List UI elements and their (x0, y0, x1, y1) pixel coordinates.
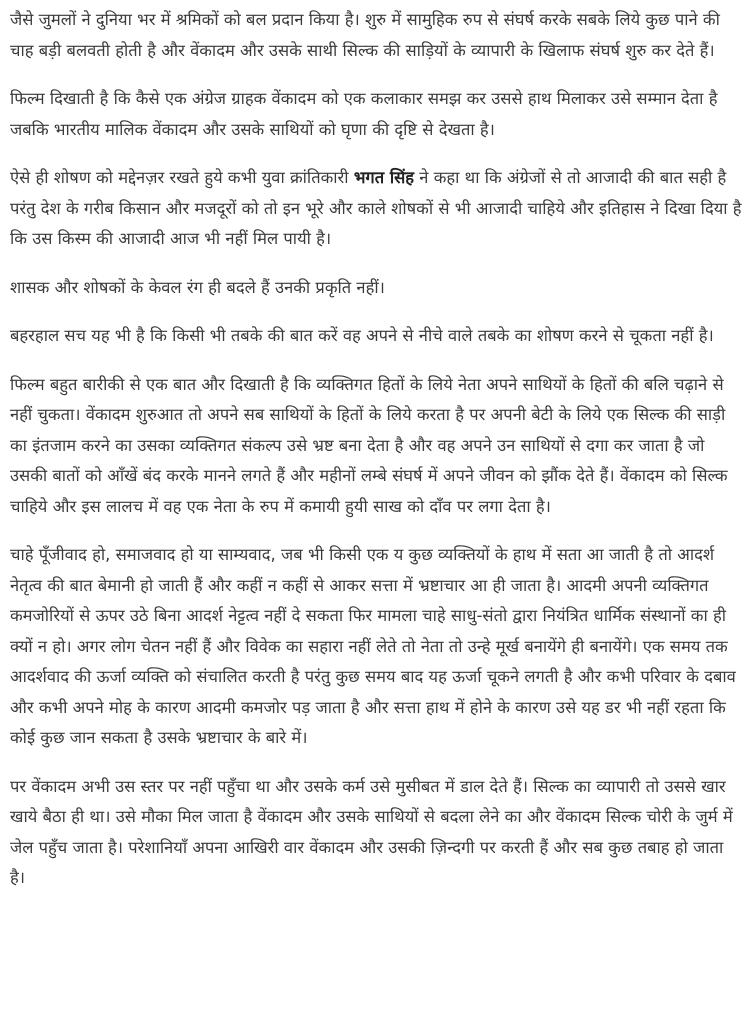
article-paragraph (10, 772, 743, 894)
paragraph-text: पर वेंकादम अभी उस स्तर पर नहीं पहुँचा था और उसके कर्म उसे मुसीबत में डाल देते हैं। सिल्क का व्यापारी तो उससे खार खाये बैठा ही था। उसे मौका मिल जाता है वेंकादम और उसके साथियों से बदला लेने का और वेंकादम सिल्क चोरी के जुर्म में जेल पहुँच जाता है। परेशानियाँ अपना आखिरी वार वेंकादम और उसकी ज़िन्दगी पर करती हैं और सब कुछ तबाह हो जाता है। (10, 776, 733, 887)
article-body (10, 5, 743, 912)
article-paragraph (10, 84, 743, 145)
paragraph-text: शासक और शोषकों के केवल रंग ही बदले हैं उनकी प्रकृति नहीं। (10, 277, 385, 297)
article-paragraph (10, 163, 743, 255)
article-paragraph (10, 321, 743, 352)
paragraph-text: बहरहाल सच यह भी है कि किसी भी तबके की बात करें वह अपने से नीचे वाले तबके का शोषण करने से चूकता नहीं है। (10, 326, 714, 345)
article-paragraph (10, 540, 743, 754)
bold-name-text: भगत सिंह (353, 168, 415, 187)
paragraph-text: फिल्म बहुत बारीकी से एक बात और दिखाती है कि व्यक्तिगत हितों के लिये नेता अपने साथियों के हितों की बलि चढ़ाने से नहीं चुकता। वेंकादम शुरुआत तो अपने सब साथियों के हितों के लिये करता है पर अपनी बेटी के लिये एक सिल्क की साड़ी का इंतजाम करने का उसका व्यक्तिगत संकल्प उसे भ्रष्ट बना देता है और वह अपने उन साथियों से दगा कर जाता है जो उसकी बातों को आँखें बंद करके मानने लगते हैं और महीनों लम्बे संघर्ष में अपने जीवन को झौंक देते हैं। वेंकादम को सिल्क चाहिये और इस लालच में वह एक नेता के रुप में कमायी हुयी साख को दाँव पर लगा देता है। (10, 374, 728, 516)
paragraph-text: फिल्म दिखाती है कि कैसे एक अंग्रेज ग्राहक वेंकादम को एक कलाकार समझ कर उससे हाथ मिलाकर उसे सम्मान देता है जबकि भारतीय मालिक वेंकादम और उसके साथियों को घृणा की दृष्टि से देखता है। (10, 89, 718, 139)
article-paragraph (10, 5, 743, 66)
paragraph-text: चाहे पूँजीवाद हो, समाजवाद हो या साम्यवाद, जब भी किसी एक य कुछ व्यक्तियों के हाथ में सता आ जाती है तो आदर्श नेतृत्व की बात बेमानी हो जाती हैं और कहीं न कहीं से आकर सत्ता में भ्रष्टाचार आ ही जाता है। आदमी अपनी व्यक्तिगत कमजोरियों से ऊपर उठे बिना आदर्श नेट्टत्व नहीं दे सकता फिर मामला चाहे साधु-संतो द्वारा नियंत्रित धार्मिक संस्थानों का ही क्यों न हो। अगर लोग चेतन नहीं हैं और विवेक का सहारा नहीं लेते तो नेता तो उन्हे मूर्ख बनायेंगे ही बनायेंगे। एक समय तक आदर्शवाद की ऊर्जा व्यक्ति को संचालित करती है परंतु कुछ समय बाद यह ऊर्जा चूकने लगती है और कभी परिवार के दबाव और कभी अपने मोह के कारण आदमी कमजोर पड़ जाता है और सत्ता हाथ में होने के कारण उसे यह डर भी नहीं रहता कि कोई कुछ जान सकता है उसके भ्रष्टाचार के बारे में। (10, 545, 736, 747)
paragraph-text: ऐसे ही शोषण को मद्देनज़र रखते हुये कभी युवा क्रांतिकारी (10, 168, 354, 187)
paragraph-text: ने कहा था कि अंग्रेजों से तो आजादी की बात सही है परंतु देश के गरीब किसान और मजदूरों को तो इन भूरे और काले शोषकों से भी आजादी चाहिये और इतिहास ने दिखा दिया है कि उस किस्म की आजादी आज भी नहीं मिल पायी है। (10, 168, 742, 248)
article-paragraph (10, 370, 743, 523)
article-paragraph (10, 273, 743, 304)
paragraph-text: जैसे जुमलों ने दुनिया भर में श्रमिकों को बल प्रदान किया है। शुरु में सामुहिक रुप से संघर्ष करके सबके लिये कुछ पाने की चाह बड़ी बलवती होती है और वेंकादम और उसके साथी सिल्क की साड़ियों के व्यापारी के खिलाफ संघर्ष शुरु कर देते हैं। (10, 10, 720, 60)
